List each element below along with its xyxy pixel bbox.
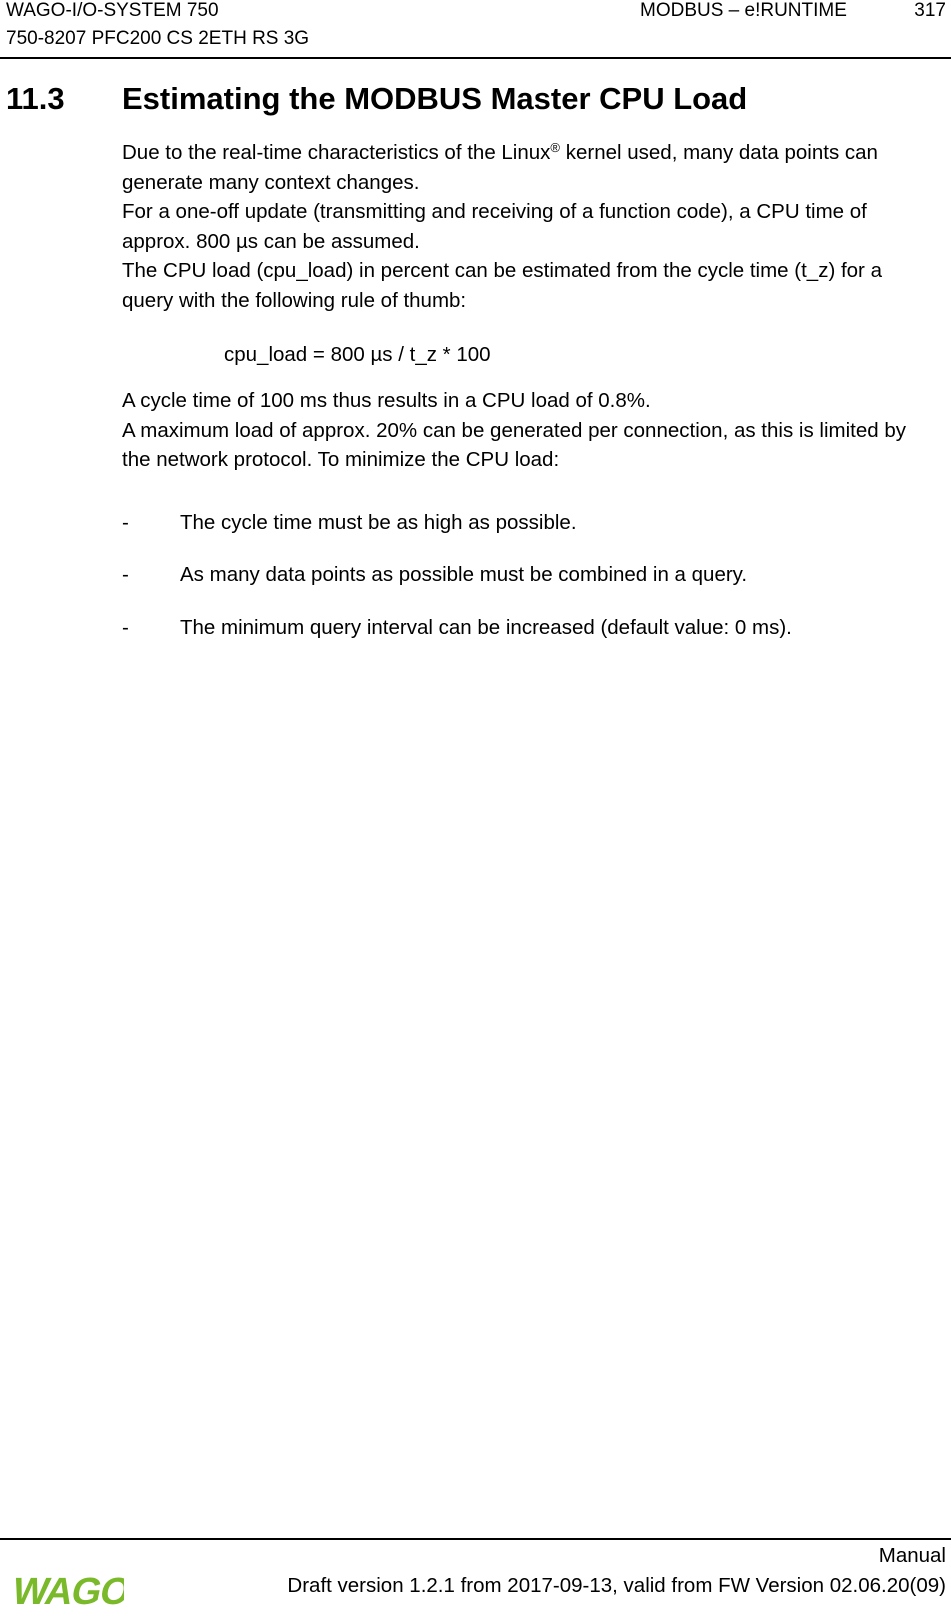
wago-logo-text: WAGO — [8, 1570, 124, 1612]
paragraph-max-load: A maximum load of approx. 20% can be generated per connection, as this is limited by the network protocol. To minimize the CPU load: — [122, 418, 906, 471]
list-dash: - — [122, 616, 129, 639]
footer-draft-version: Draft version 1.2.1 from 2017-09-13, valid from FW Version 02.06.20(09) — [287, 1574, 946, 1597]
list-item — [122, 563, 922, 593]
list-dash: - — [122, 511, 129, 534]
list-item — [122, 511, 922, 541]
list-item-text: The cycle time must be as high as possible. — [180, 511, 577, 534]
wago-logo-graphic — [4, 1568, 124, 1612]
footer-manual-label: Manual — [878, 1544, 946, 1567]
list-item — [122, 616, 922, 646]
paragraph-linux — [122, 138, 937, 197]
footer-rule — [0, 1538, 951, 1540]
header-product: WAGO-I/O-SYSTEM 750 — [6, 0, 219, 21]
paragraph-cpu-load: The CPU load (cpu_load) in percent can be estimated from the cycle time (t_z) for a query with the following rule of thumb: — [122, 259, 882, 312]
list-item-text: As many data points as possible must be combined in a query. — [180, 563, 748, 586]
header-model: 750-8207 PFC200 CS 2ETH RS 3G — [6, 28, 310, 49]
registered-mark: ® — [550, 140, 561, 155]
page-number: 317 — [914, 0, 946, 21]
text-before-sup: Due to the real-time characteristics of the Linux — [122, 141, 551, 164]
result-paragraph — [122, 386, 937, 475]
section-number: 11.3 — [6, 81, 65, 116]
paragraph-cycle-result: A cycle time of 100 ms thus results in a CPU load of 0.8%. — [122, 389, 651, 412]
formula: cpu_load = 800 µs / t_z * 100 — [224, 343, 491, 366]
list-dash: - — [122, 563, 129, 586]
wago-logo — [4, 1568, 124, 1617]
list-item-text: The minimum query interval can be increased (default value: 0 ms). — [180, 616, 792, 639]
section-title: Estimating the MODBUS Master CPU Load — [122, 81, 748, 116]
text-after-sup: kernel used, many data points can generate many context changes. — [122, 141, 878, 194]
intro-paragraph — [122, 138, 937, 315]
header-rule — [0, 57, 951, 59]
paragraph-cpu-time: For a one-off update (transmitting and receiving of a function code), a CPU time of approx. 800 µs can be assumed. — [122, 200, 867, 253]
header-chapter: MODBUS – e!RUNTIME — [640, 0, 847, 21]
